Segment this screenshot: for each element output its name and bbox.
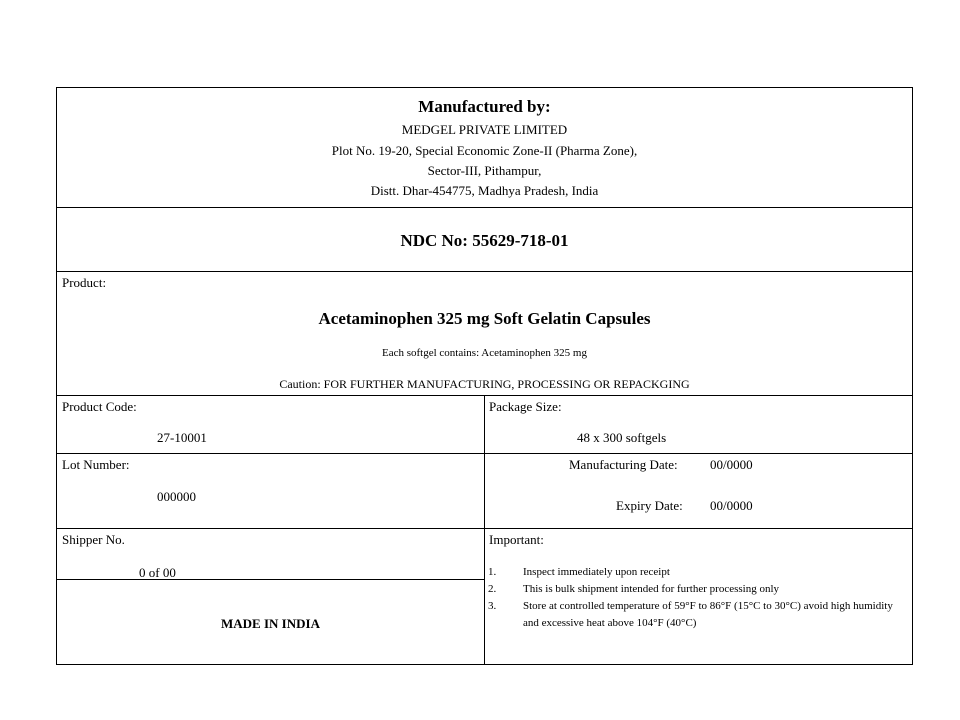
expiry-date-value: 00/0000 bbox=[710, 498, 753, 513]
list-item-text: Store at controlled temperature of 59°F to 86°F (15°C to 30°C) avoid high humidity and excessive heat above 104°F (40°C) bbox=[523, 600, 893, 629]
origin-text: MADE IN INDIA bbox=[221, 616, 320, 631]
manufacturer-address-line3: Distt. Dhar-454775, Madhya Pradesh, India bbox=[370, 183, 599, 198]
product-label: Product: bbox=[62, 275, 107, 290]
list-item-number: 2. bbox=[488, 583, 497, 595]
list-item bbox=[488, 581, 908, 598]
list-item-number: 3. bbox=[488, 600, 497, 612]
manufacturing-date-value: 00/0000 bbox=[710, 457, 753, 472]
lot-number-label: Lot Number: bbox=[62, 457, 130, 472]
product-caution: Caution: FOR FURTHER MANUFACTURING, PROCESSING OR REPACKGING bbox=[279, 377, 690, 391]
list-item-number: 1. bbox=[488, 566, 497, 578]
important-list bbox=[488, 564, 908, 632]
list-item bbox=[488, 564, 908, 581]
product-code-label: Product Code: bbox=[62, 399, 137, 414]
shipper-label: Shipper No. bbox=[62, 532, 125, 547]
important-label: Important: bbox=[489, 532, 544, 547]
divider-origin-top bbox=[56, 579, 485, 580]
shipper-value: 0 of 00 bbox=[139, 565, 176, 580]
manufacturer-heading: Manufactured by: bbox=[418, 97, 551, 116]
package-size-label: Package Size: bbox=[489, 399, 562, 414]
lot-number-value: 000000 bbox=[157, 489, 196, 504]
border-top bbox=[56, 87, 913, 88]
manufacturer-address-line2: Sector-III, Pithampur, bbox=[427, 163, 542, 178]
package-size-value: 48 x 300 softgels bbox=[577, 430, 667, 445]
ndc-number: NDC No: 55629-718-01 bbox=[400, 231, 569, 250]
divider-product-top bbox=[56, 271, 913, 272]
list-item-text: This is bulk shipment intended for further processing only bbox=[523, 583, 780, 595]
expiry-date-label: Expiry Date: bbox=[616, 498, 683, 513]
manufacturer-name: MEDGEL PRIVATE LIMITED bbox=[401, 122, 568, 137]
manufacturer-address-line1: Plot No. 19-20, Special Economic Zone-II (Pharma Zone), bbox=[331, 143, 638, 158]
divider-ndc-top bbox=[56, 207, 913, 208]
list-item bbox=[488, 598, 908, 632]
list-item-text: Inspect immediately upon receipt bbox=[523, 566, 670, 578]
label-sheet bbox=[56, 87, 913, 665]
product-contents: Each softgel contains: Acetaminophen 325 mg bbox=[382, 347, 587, 359]
product-code-value: 27-10001 bbox=[157, 430, 207, 445]
product-name: Acetaminophen 325 mg Soft Gelatin Capsules bbox=[318, 309, 651, 328]
manufacturing-date-label: Manufacturing Date: bbox=[569, 457, 678, 472]
